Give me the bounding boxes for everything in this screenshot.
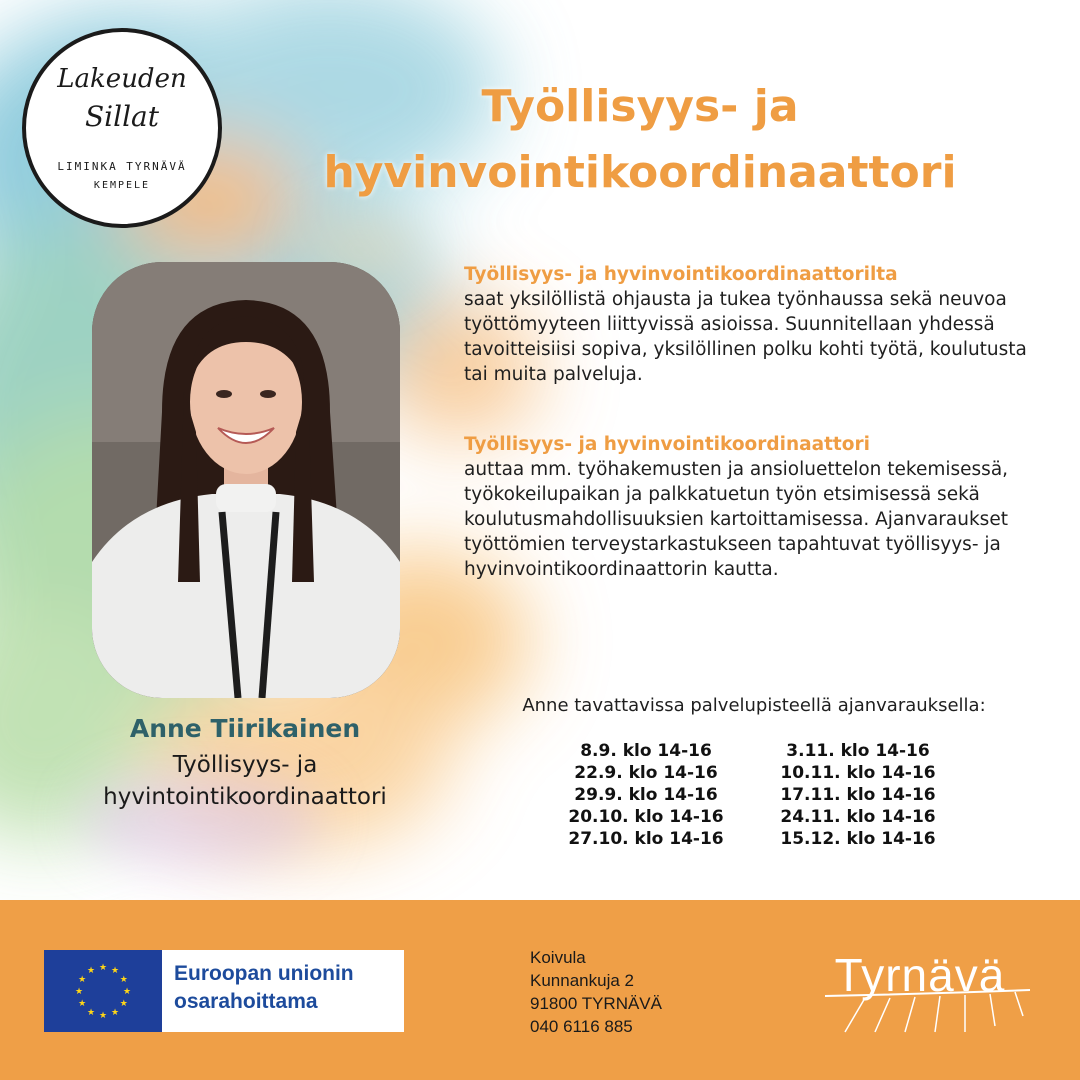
person-name: Anne Tiirikainen (129, 714, 361, 743)
portrait-illustration (92, 262, 400, 698)
page-title-line2: hyvinvointikoordinaattori (323, 147, 957, 198)
availability-note: Anne tavattavissa palvelupisteellä ajanvarauksella: (522, 695, 986, 716)
eu-star-icon: ★ (86, 1007, 96, 1018)
eu-text-line2: osarahoittama (174, 990, 318, 1013)
tyrnava-wordmark: Tyrnävä (834, 949, 1006, 1001)
date-item: 20.10. klo 14-16 (568, 807, 724, 827)
intro-highlight: Työllisyys- ja hyvinvointikoordinaattorilta (464, 264, 898, 285)
contact-address (530, 946, 662, 1038)
logo-text-line2: Sillat (85, 100, 159, 133)
phone-number: 040 6116 885 (530, 1017, 633, 1036)
address-line: Koivula (530, 948, 586, 967)
eu-star-icon: ★ (78, 975, 87, 985)
address-line: Kunnankuja 2 (530, 971, 634, 990)
logo-text-line4: KEMPELE (93, 180, 151, 191)
eu-funding-badge (44, 950, 404, 1032)
date-item: 27.10. klo 14-16 (568, 829, 724, 849)
person-role-line1: Työllisyys- ja (172, 752, 318, 778)
date-item: 22.9. klo 14-16 (574, 763, 718, 783)
services-highlight: Työllisyys- ja hyvinvointikoordinaattori (464, 434, 870, 455)
address-line: 91800 TYRNÄVÄ (530, 994, 662, 1013)
date-item: 15.12. klo 14-16 (780, 829, 936, 849)
eu-star-icon: ★ (122, 987, 132, 997)
date-item: 10.11. klo 14-16 (780, 763, 936, 783)
logo-text-line1: Lakeuden (57, 64, 187, 94)
eu-star-icon: ★ (119, 999, 128, 1009)
dates-column-right (758, 740, 958, 850)
eu-star-icon: ★ (119, 975, 128, 985)
intro-text: saat yksilöllistä ohjausta ja tukea työnhaussa sekä neuvoa työttömyyteen liittyvissä asioissa. Suunnitellaan yhdessä tavoitteisiisi sopiva, yksilöllinen polku kohti työtä, koulutusta tai muita palveluja. (464, 289, 1027, 385)
lakeuden-sillat-logo (22, 28, 222, 228)
eu-text-line1: Euroopan unionin (174, 962, 354, 985)
date-item: 17.11. klo 14-16 (780, 785, 936, 805)
eu-star-icon: ★ (86, 966, 96, 977)
eu-flag-icon (44, 950, 162, 1032)
eu-funding-text (174, 960, 354, 1016)
portrait-photo (92, 262, 400, 698)
logo-text-line3: LIMINKA TYRNÄVÄ (57, 160, 187, 173)
date-item: 8.9. klo 14-16 (580, 741, 712, 761)
intro-paragraph (464, 262, 1044, 387)
tyrnava-logo (805, 948, 1035, 1038)
person-role-line2: hyvintointikoordinaattori (103, 784, 387, 810)
field-lines-icon (805, 986, 1035, 1036)
date-item: 24.11. klo 14-16 (780, 807, 936, 827)
date-item: 29.9. klo 14-16 (574, 785, 718, 805)
page-title-line1: Työllisyys- ja (481, 81, 799, 132)
dates-column-left (546, 740, 746, 850)
eu-star-icon: ★ (74, 987, 84, 997)
services-paragraph (464, 432, 1044, 582)
eu-star-icon: ★ (78, 999, 87, 1009)
eu-star-icon: ★ (98, 1011, 108, 1021)
eu-star-icon: ★ (98, 963, 108, 973)
services-text: auttaa mm. työhakemusten ja ansioluettelon tekemisessä, työkokeilupaikan ja palkkatuetun työn etsimisessä sekä koulutusmahdollisuuksien kartoittamisessa. Ajanvaraukset työttömien terveystarkastukseen tapahtuvat työllisyys- ja hyvinvointikoordinaattorin kautta. (464, 459, 1009, 580)
date-item: 3.11. klo 14-16 (786, 741, 930, 761)
eu-star-icon: ★ (110, 1007, 120, 1018)
eu-star-icon: ★ (110, 966, 120, 977)
